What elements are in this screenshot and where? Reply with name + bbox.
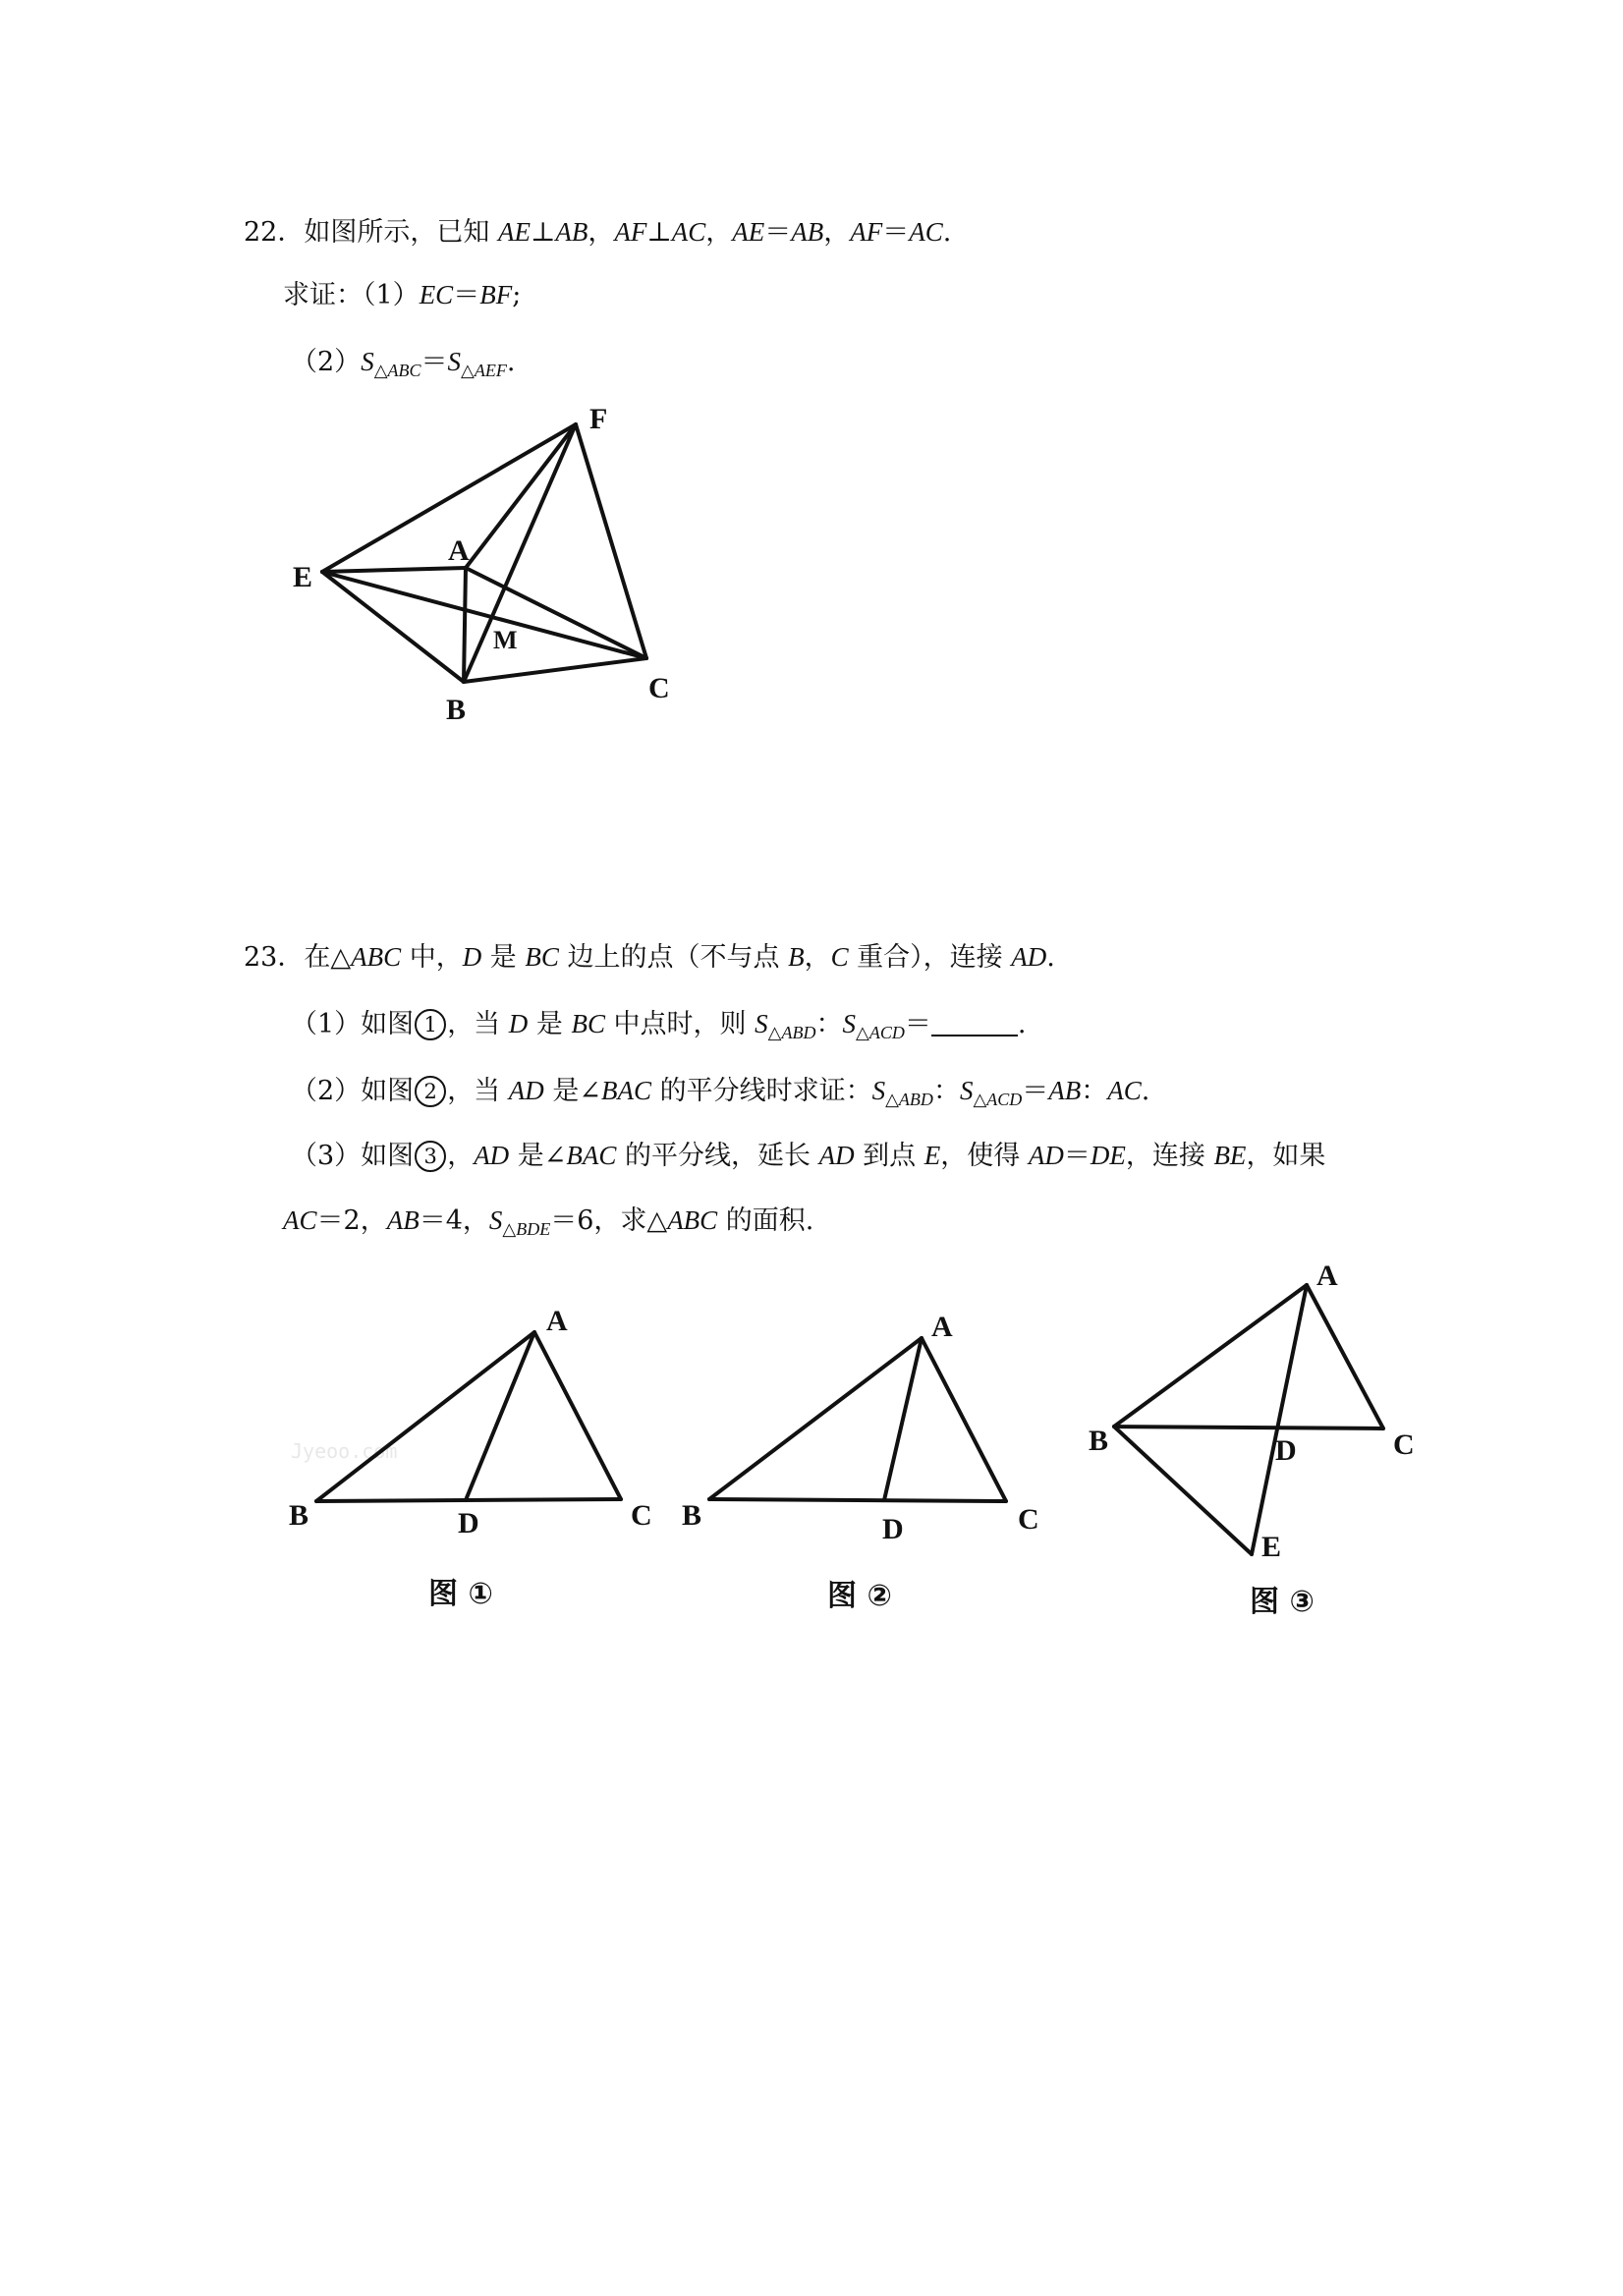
label-M: M — [493, 626, 518, 654]
q23-part-1: （1）如图 1 ，当 D 是 BC 中点时，则 $S_{\triangle ABD}$：$S_{\triangle ACD}=$ . — [291, 1004, 1026, 1052]
fig1-label-A: A — [546, 1305, 568, 1337]
fig2-segment-BC — [709, 1499, 1006, 1501]
q22-number: 22． — [244, 217, 305, 248]
fig2-segment-AC — [922, 1338, 1006, 1501]
fig1-label-C: C — [631, 1499, 652, 1532]
q22-prove-2: $(2)S_{\triangle ABC}=S_{\triangle AEF}$. — [291, 347, 516, 380]
fig3-label-D: D — [1275, 1434, 1297, 1467]
fig2-label-C: C — [1018, 1503, 1039, 1536]
fig3-label-B: B — [1089, 1425, 1109, 1457]
q23-part-2: （2）如图 2 ，当 AD 是∠BAC 的平分线时求证：$S_{\triangle ABD}$：$S_{\triangle ACD}=AB$：AC. — [291, 1076, 1150, 1109]
fig3-segment-BC — [1114, 1427, 1383, 1428]
q23-statement: 23．在△ABC 中，D 是 BC 边上的点（不与点 B，C 重合），连接 AD. — [244, 942, 1055, 973]
fig2-label-D: D — [882, 1513, 904, 1545]
q22-statement: 22．如图所示，已知 AE⊥AB，AF⊥AC，AE＝AB，AF＝AC. — [244, 217, 952, 248]
fig2-label-B: B — [682, 1499, 702, 1532]
fig3-caption: 图 ③ — [1250, 1585, 1315, 1619]
fig3-label-A: A — [1316, 1260, 1338, 1292]
fig3-label-C: C — [1393, 1428, 1415, 1461]
fig1-label-D: D — [458, 1507, 479, 1540]
figure-2 — [682, 1311, 1039, 1613]
label-E: E — [293, 561, 313, 593]
circled-number-2: 2 — [415, 1076, 446, 1107]
q23-part-3-cont: AC＝2，AB＝4，$S_{\triangle BDE}=6$，求△ABC 的面积. — [283, 1205, 814, 1239]
fig3-label-E: E — [1261, 1531, 1282, 1563]
figure-1 — [289, 1305, 652, 1611]
label-C: C — [648, 672, 670, 704]
fig3-segment-BA — [1114, 1285, 1307, 1427]
q22-prove-1: 求证：（1）EC＝BF; — [283, 280, 522, 310]
fig1-label-B: B — [289, 1499, 309, 1532]
fig3-segment-BE — [1114, 1427, 1252, 1554]
fig3-segment-AC — [1307, 1285, 1383, 1428]
fig1-segment-BC — [316, 1499, 621, 1501]
label-A: A — [448, 534, 470, 567]
circled-number-3: 3 — [415, 1141, 446, 1172]
fig2-label-A: A — [931, 1311, 953, 1343]
fig3-segment-AE — [1252, 1285, 1307, 1554]
label-F: F — [589, 403, 608, 435]
fig2-caption: 图 ② — [827, 1579, 892, 1613]
label-B: B — [446, 694, 467, 726]
circled-number-1: 1 — [415, 1009, 446, 1040]
fig1-segment-AC — [534, 1332, 621, 1499]
watermark: Jyeoo.com — [291, 1439, 398, 1463]
figure-3 — [1089, 1260, 1415, 1619]
q23-number: 23． — [244, 942, 305, 973]
fig1-caption: 图 ① — [428, 1577, 493, 1611]
q23-part-3: （3）如图 3 ，AD 是∠BAC 的平分线，延长 AD 到点 E，使得 AD＝DE，连接 BE，如果 — [291, 1141, 1326, 1171]
